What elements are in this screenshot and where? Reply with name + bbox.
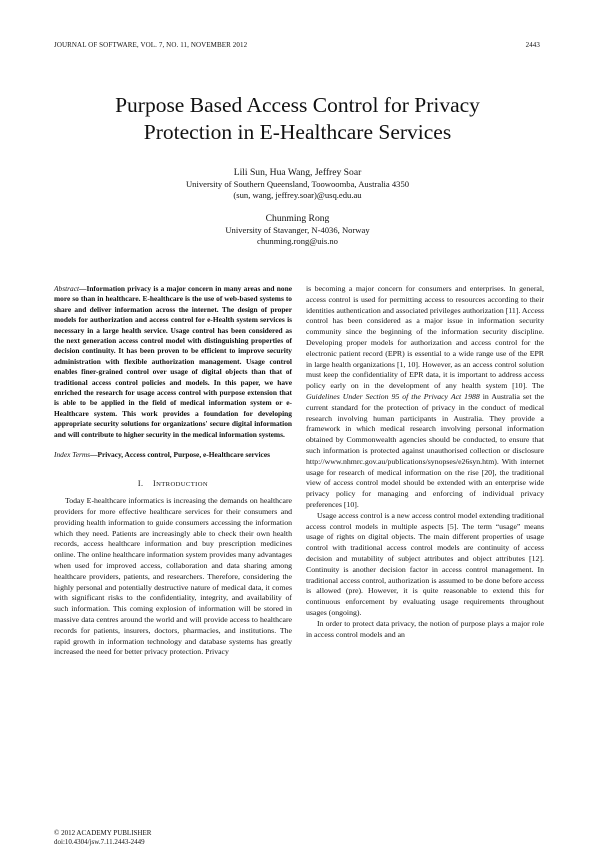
author-names: Chunming Rong [265, 213, 330, 224]
copyright: © 2012 ACADEMY PUBLISHER [54, 829, 152, 837]
author-affiliation: University of Stavanger, N-4036, Norway [225, 224, 370, 235]
paper-title [40, 92, 555, 146]
section-number: I. [137, 478, 144, 488]
section-title-initial: I [152, 478, 157, 488]
section-title-rest: NTRODUCTION [156, 480, 209, 488]
running-header [54, 41, 540, 49]
guidelines-citation: Guidelines Under Section 95 of the Privacy Act 1988 [306, 391, 480, 401]
paragraph-text: in Australia set the current standard for the protection of privacy in the conduct of medical research involving human participants in Australia. They provide a framework in which medical research involving personal information obtained by Commonwealth agencies should be conducted, to ensure that such information is protected against unauthorised collection or disclosure http://www.nhmrc.gov.au/publications/synopses/e26syn.htm). With internet usage for research of medical information on the rise [20], the traditional view of access control model should be extended with an enterprise wide privacy policy for managing and enforcing of individual privacy preferences [10]. [306, 391, 545, 509]
author-affiliation: University of Southern Queensland, Toowoomba, Australia 4350 [185, 178, 410, 189]
body-paragraph: Today E-healthcare informatics is increasing the demands on healthcare providers for more effective healthcare services for their consumers and providing health information to guide consumers accessing the information which they need. Patients are increasingly able to check their own health records, access healthcare information and buy prescription medicines online. The online healthcare information system provides many advantages when used for improved access, collaboration and data sharing among healthcare providers, patients, and researchers. Therefore, considering the highly personal and potentially destructive nature of medical data, it comes with significant risks to the confidentiality, integrity, and availability of such information. This coming explosion of information will be stored in massive data centres around the world and will provide access to healthcare records for patients, insurers, doctors, pharmacies, and institutions. The rapid growth in information technology and database systems has greatly increased the need for better privacy protection. Privacy [54, 496, 292, 657]
title-line-1: Purpose Based Access Control for Privacy [115, 93, 480, 117]
abstract-label: Abstract [54, 284, 80, 293]
right-column [306, 284, 544, 640]
abstract-dash: — [79, 284, 87, 293]
title-line-2: Protection in E-Healthcare Services [143, 120, 452, 144]
page-footer [54, 829, 151, 847]
section-heading [54, 479, 292, 491]
index-terms [54, 450, 292, 460]
body-paragraph [306, 284, 544, 511]
page-number: 2443 [525, 41, 540, 49]
author-names: Lili Sun, Hua Wang, Jeffrey Soar [233, 167, 362, 178]
abstract [54, 284, 292, 440]
index-terms-text: Privacy, Access control, Purpose, e-Healthcare services [97, 450, 270, 460]
left-column [54, 284, 292, 658]
author-block-2 [40, 213, 555, 248]
doi: doi:10.4304/jsw.7.11.2443-2449 [54, 838, 145, 846]
index-terms-dash: — [90, 450, 98, 460]
abstract-text: Information privacy is a major concern in many areas and none more so than in healthcare. E-healthcare is the use of web-based systems to share and deliver information across the internet. The design of proper models for authorization and access control for e-Health system services is necessary in a large health service. Usage control has been considered as the next generation access control model with distinguishing properties of decision continuity. It has been proven to be efficient to improve security administration with flexible authorization management. Usage control enables finer-grained control over usage of digital objects than that of traditional access control policies and models. In this paper, we have enriched the research for usage access control with purpose extension that is able to be applied in the field of medical information system or e-Healthcare system. This work provides a foundation for developing appropriate security solutions for organizations' secure digital information and will contribute to higher security in the medical information systems. [54, 284, 292, 439]
author-email: chunming.rong@uis.no [257, 236, 338, 247]
author-email: (sun, wang, jeffrey.soar)@usq.edu.au [233, 190, 362, 201]
author-block-1 [40, 167, 555, 202]
journal-name: JOURNAL OF SOFTWARE, VOL. 7, NO. 11, NOVEMBER 2012 [54, 41, 248, 49]
body-paragraph: Usage access control is a new access control model extending traditional access control models in multiple aspects [5]. The term “usage” means usage of rights on digital objects. The main different properties of usage control with traditional access control models are continuity of access decision and mutability of subject attributes and object attributes [12]. Continuity is another decision factor in access control management. In traditional access control, authorization is assumed to be done before access is allowed (pre). However, it is quite reasonable to extend this for continuous enforcement by evaluating usage requirements throughout usages (ongoing). [306, 510, 544, 617]
paragraph-text: is becoming a major concern for consumers and enterprises. In general, access control is used for permitting access to resources according to their identities authentication and associated privileges authorization [11]. Access control has been considered as a major issue in information security community since the beginning of the information security discipline. Developing proper models for authorization and access control for the electronic patient record (EPR) is essential to a wide range use of the EPR in large health organizations [1, 10]. However, as an access control solution must keep the confidentiality of EPR data, it is important to address access policy early on in the development of any health system [10]. The [306, 284, 544, 391]
index-terms-label: Index Terms [54, 450, 91, 460]
body-paragraph: In order to protect data privacy, the notion of purpose plays a major role in access control models and an [306, 618, 544, 639]
